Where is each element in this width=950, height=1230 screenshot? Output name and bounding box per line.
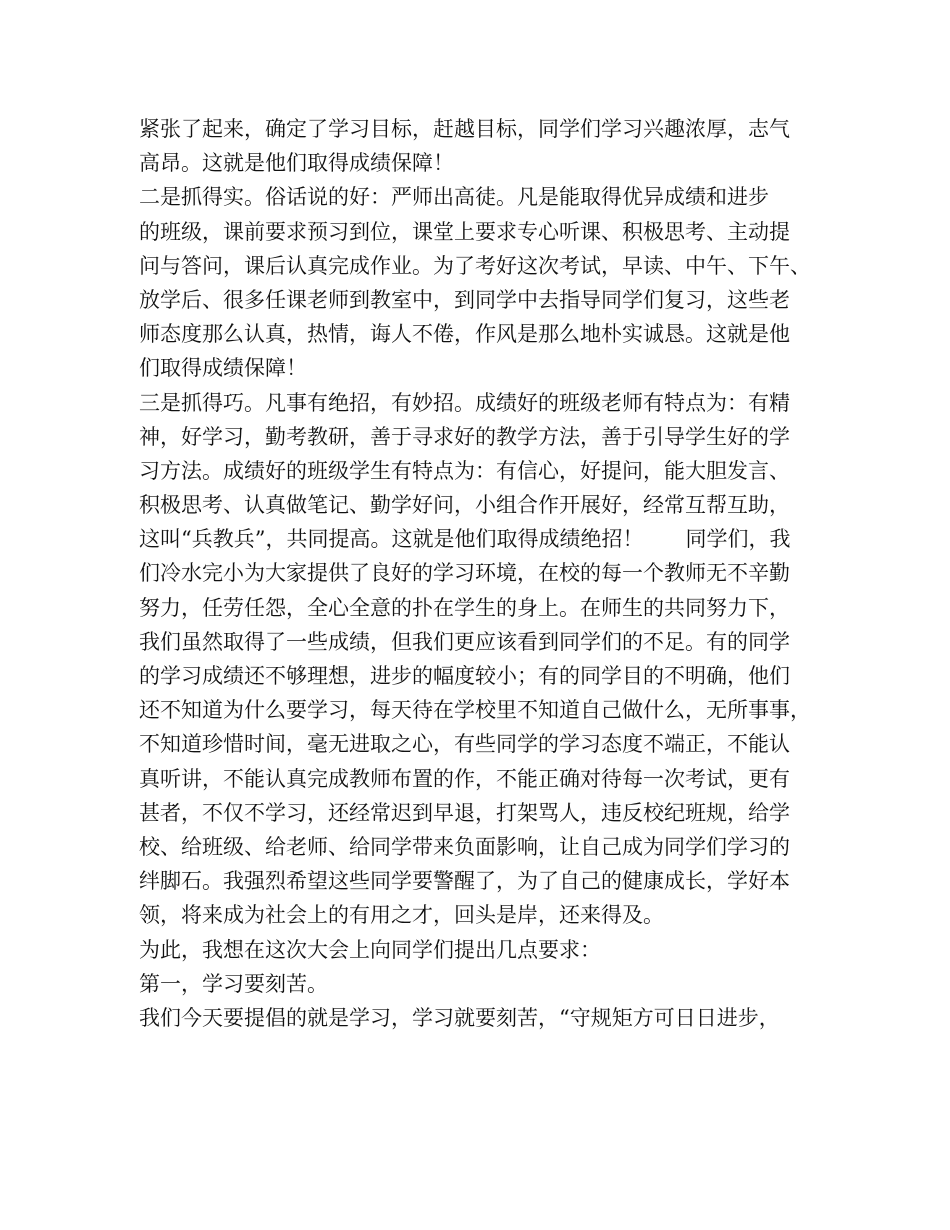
text-line-16: 我们虽然取得了一些成绩，但我们更应该看到同学们的不足。有的同学: [139, 629, 790, 654]
text-line-6: 放学后、很多任课老师到教室中，到同学中去指导同学们复习，这些老: [139, 287, 790, 312]
text-line-2: 高昂。这就是他们取得成绩保障！: [139, 151, 454, 176]
text-line-26: 第一，学习要刻苦。: [139, 971, 328, 996]
text-line-8: 们取得成绩保障！: [139, 356, 307, 381]
text-line-1: 紧张了起来，确定了学习目标，赶越目标，同学们学习兴趣浓厚，志气: [139, 117, 790, 141]
text-line-25: 为此，我想在这次大会上向同学们提出几点要求：: [139, 937, 601, 962]
text-line-20: 真听讲，不能认真完成教师布置的作，不能正确对待每一次考试，更有: [139, 766, 790, 791]
text-line-14: 们冷水完小为大家提供了良好的学习环境，在校的每一个教师无不辛勤: [139, 561, 790, 586]
body-text: [139, 112, 829, 1035]
text-line-21: 甚者，不仅不学习，还经常迟到早退，打架骂人，违反校纪班规，给学: [139, 800, 790, 825]
text-line-5: 问与答问，课后认真完成作业。为了考好这次考试，早读、中午、下午、: [139, 253, 811, 278]
text-line-22: 校、给班级、给老师、给同学带来负面影响，让自己成为同学们学习的: [139, 834, 790, 859]
text-line-17: 的学习成绩还不够理想，进步的幅度较小；有的同学目的不明确，他们: [139, 664, 790, 688]
text-line-3: 二是抓得实。俗话说的好：严师出高徒。凡是能取得优异成绩和进步: [139, 185, 769, 210]
text-line-18: 还不知道为什么要学习，每天待在学校里不知道自己做什么，无所事事，: [139, 698, 811, 723]
text-line-11: 习方法。成绩好的班级学生有特点为：有信心，好提问，能大胆发言、: [139, 458, 790, 483]
text-line-10: 神，好学习，勤考教研，善于寻求好的教学方法，善于引导学生好的学: [139, 424, 790, 449]
text-line-24: 领，将来成为社会上的有用之才，回头是岸，还来得及。: [139, 903, 664, 928]
text-line-7: 师态度那么认真，热情，诲人不倦，作风是那么地朴实诚恳。这就是他: [139, 322, 790, 347]
text-line-15: 努力，任劳任怨，全心全意的扑在学生的身上。在师生的共同努力下，: [139, 595, 790, 620]
text-line-13: 这叫“兵教兵”，共同提高。这就是他们取得成绩绝招！ 同学们，我: [139, 527, 791, 552]
text-line-4: 的班级，课前要求预习到位，课堂上要求专心听课、积极思考、主动提: [139, 219, 790, 244]
text-line-23: 绊脚石。我强烈希望这些同学要警醒了，为了自己的健康成长，学好本: [139, 869, 790, 894]
text-line-19: 不知道珍惜时间，毫无进取之心，有些同学的学习态度不端正，不能认: [139, 732, 790, 757]
text-line-9: 三是抓得巧。凡事有绝招，有妙招。成绩好的班级老师有特点为：有精: [139, 390, 790, 415]
text-line-27: 我们今天要提倡的就是学习，学习就要刻苦，“守规矩方可日日进步，: [139, 1005, 780, 1030]
text-line-12: 积极思考、认真做笔记、勤学好问，小组合作开展好，经常互帮互助，: [139, 493, 790, 518]
